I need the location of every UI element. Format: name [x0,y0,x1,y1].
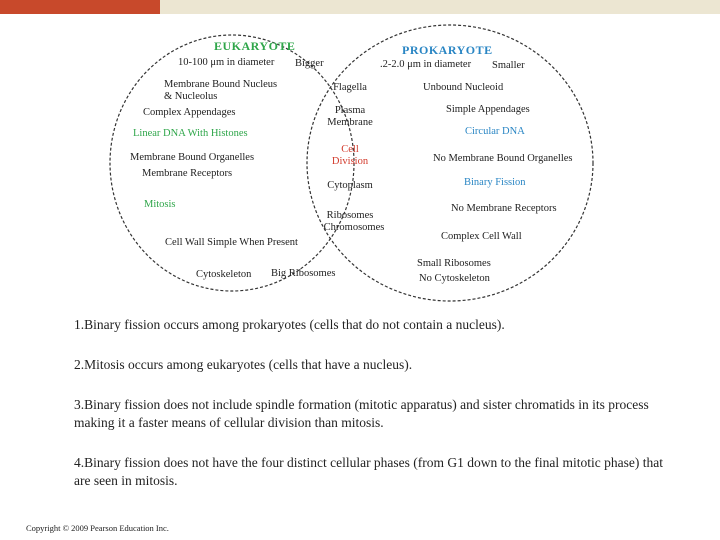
pro-trait-organelles: No Membrane Bound Organelles [433,153,573,164]
eukaryote-size: Bigger [295,58,324,69]
euk-trait-receptors: Membrane Receptors [142,168,233,179]
euk-trait-nucleolus: & Nucleolus [164,91,218,102]
euk-trait-cytoskeleton: Cytoskeleton [196,269,252,280]
shared-cell: Cell [341,144,359,155]
note-item: 2.Mitosis occurs among eukaryotes (cells that have a nucleus). [74,357,413,372]
pro-trait-circular-dna: Circular DNA [465,126,525,137]
note-item: 4.Binary fission does not have the four distinct cellular phases (from G1 down to the final mitotic phase) that are seen in mitosis. [74,455,663,488]
shared-division: Division [331,156,369,167]
euk-trait-linear-dna: Linear DNA With Histones [133,128,248,139]
shared-ribosomes: Ribosomes [326,210,374,221]
pro-trait-appendages: Simple Appendages [446,104,530,115]
pro-trait-receptors: No Membrane Receptors [451,203,557,214]
prokaryote-title: PROKARYOTE [402,43,493,57]
euk-trait-ribosomes: Big Ribosomes [271,268,336,279]
pro-trait-binary-fission: Binary Fission [464,177,526,188]
notes-list [74,316,674,512]
pro-trait-cell-wall: Complex Cell Wall [441,231,522,242]
note-item: 3.Binary fission does not include spindle formation (mitotic apparatus) and sister chromatids in its process making it a faster means of cellular division than mitosis. [74,397,649,430]
copyright-notice: Copyright © 2009 Pearson Education Inc. [26,523,169,533]
eukaryote-title: EUKARYOTE [214,39,296,53]
prokaryote-size: Smaller [492,60,525,71]
euk-trait-nucleus: Membrane Bound Nucleus [164,79,278,90]
pro-trait-nucleoid: Unbound Nucleoid [423,82,504,93]
shared-chromosomes: Chromosomes [323,222,385,233]
shared-cytoplasm: Cytoplasm [327,180,373,191]
pro-trait-cytoskeleton: No Cytoskeleton [419,273,490,284]
shared-flagella: Flagella [333,82,367,93]
euk-trait-cell-wall: Cell Wall Simple When Present [165,237,298,248]
shared-plasma: Plasma [334,105,366,116]
shared-membrane: Membrane [327,117,373,128]
euk-trait-mitosis: Mitosis [144,199,176,210]
eukaryote-diameter: 10-100 μm in diameter [178,57,275,68]
pro-trait-ribosomes: Small Ribosomes [417,258,491,269]
euk-trait-organelles: Membrane Bound Organelles [130,152,255,163]
prokaryote-diameter: .2-2.0 μm in diameter [380,59,472,70]
euk-trait-appendages: Complex Appendages [143,107,236,118]
note-item: 1.Binary fission occurs among prokaryotes (cells that do not contain a nucleus). [74,317,505,332]
